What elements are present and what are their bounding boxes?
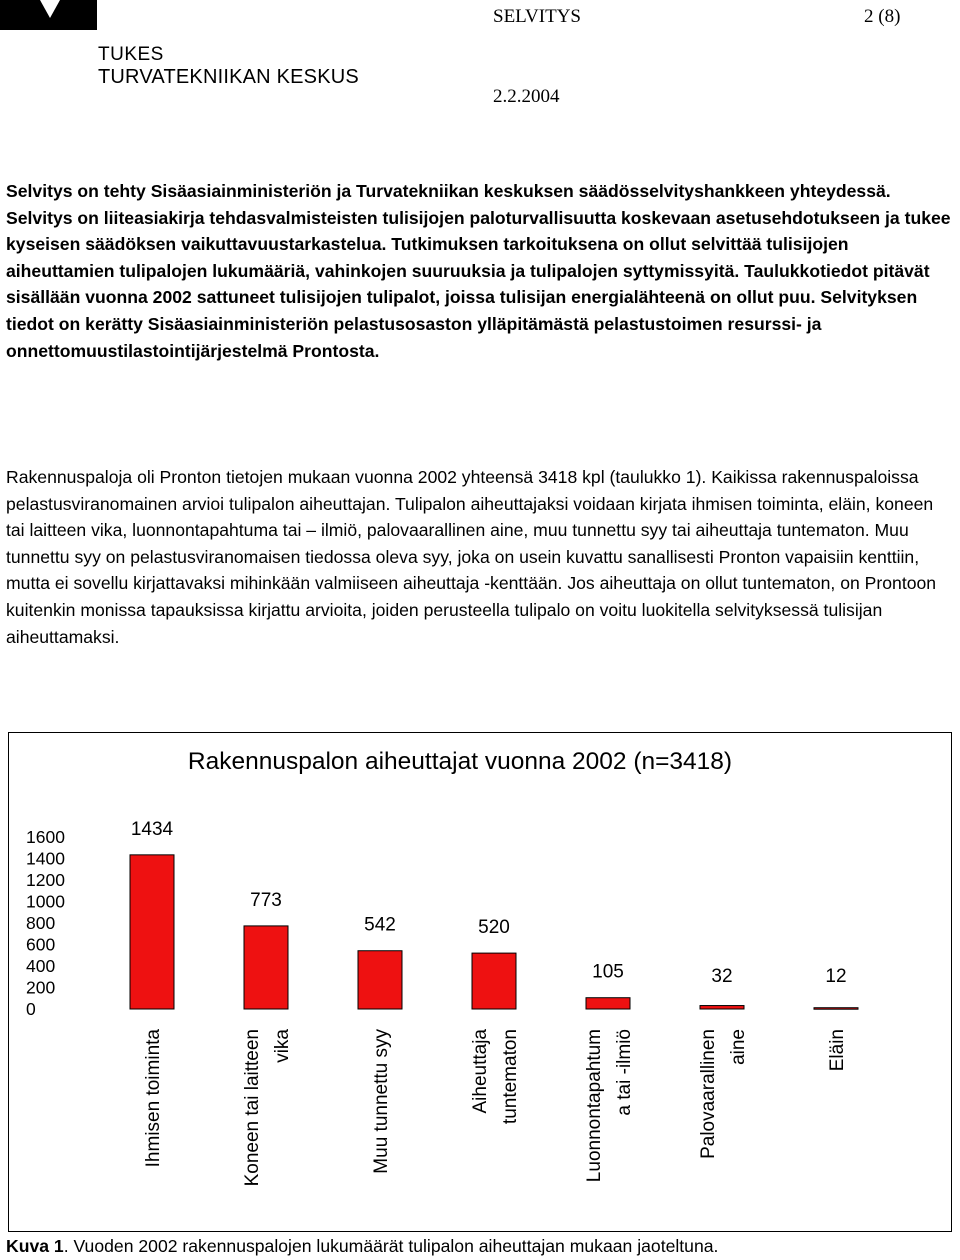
bar [814,1008,858,1010]
document-date: 2.2.2004 [493,86,560,107]
y-tick-label: 800 [26,913,56,933]
y-tick-label: 1600 [26,827,65,847]
chart-title: Rakennuspalon aiheuttajat vuonna 2002 (n=3418) [187,748,733,775]
figure-caption [6,1236,718,1257]
category-label: Koneen tai laitteen [242,1029,263,1187]
data-label: 520 [478,917,510,939]
category-label: Muu tunnettu syy [371,1029,392,1174]
y-tick-label: 400 [26,956,56,976]
category-label: vika [272,1029,293,1063]
category-label: a tai -ilmiö [614,1029,635,1116]
document-type: SELVITYS [493,6,581,27]
y-tick-label: 1000 [26,891,65,912]
caption-label: Kuva 1 [6,1236,64,1256]
category-label: Eläin [827,1029,848,1072]
data-label: 12 [825,966,847,987]
category-label: Ihmisen toiminta [143,1029,164,1168]
category-label: tuntematon [500,1029,521,1125]
y-tick-label: 0 [26,999,36,1019]
bar [586,998,630,1009]
logo-small-text: TUKES [98,44,164,65]
bar [130,855,174,1009]
bar [700,1006,744,1009]
bar [244,926,288,1009]
category-label: Luonnontapahtum [584,1029,605,1183]
data-label: 32 [711,966,733,987]
data-label: 773 [250,889,282,911]
category-label: Aiheuttaja [470,1029,491,1114]
y-tick-label: 600 [26,934,56,955]
body-paragraph: Rakennuspaloja oli Pronton tietojen mukaan vuonna 2002 yhteensä 3418 kpl (taulukko 1). Kaikissa rakennuspaloissa pelastusviranomainen arvioi tulipalon aiheuttajan. Tulipalon aiheuttajaksi voidaan kirjata ihmisen toiminta, eläin, koneen tai laitteen vika, luonnontapahtuma tai – ilmiö, palovaarallinen aine, muu tunnettu syy tai aiheuttaja tuntematon. Muu tunnettu syy on pelastusviranomaisen tiedossa oleva syy, joka on usein kuvattu sanallisesti Pronton vapaisiin kenttiin, mutta ei sovellu kirjattavaksi mihinkään valmiiseen aiheuttaja -kenttään. Jos aiheuttaja on ollut tuntematon, on Prontoon kuitenkin monissa tapauksissa kirjattu arvioita, joiden perusteella tulipalo on voitu luokitella selvityksessä tulisijan aiheuttamaksi. [6,467,937,647]
y-tick-label: 1200 [26,870,65,890]
data-label: 542 [364,914,396,936]
caption-text: . Vuoden 2002 rakennuspalojen lukumäärät tulipalon aiheuttajan mukaan jaoteltuna. [63,1236,719,1256]
logo-organization-name: TURVATEKNIIKAN KESKUS [98,66,359,88]
intro-paragraph: Selvitys on tehty Sisäasiainministeriön ja Turvatekniikan keskuksen säädösselvityshankkeen yhteydessä. Selvitys on liiteasiakirja tehdasvalmisteisten tulisijojen paloturvallisuutta koskevaan asetusehdotukseen ja tukee kyseisen säädöksen vaikuttavuustarkastelua. Tutkimuksen tarkoituksena on ollut selvittää tulisijojen aiheuttamien tulipalojen lukumääriä, vahinkojen suuruuksia ja tulipalojen syttymissyitä. Taulukkotiedot pitävät sisällään vuonna 2002 sattuneet tulisijojen tulipalot, joissa tulisijan energialähteenä on ollut puu. Selvityksen tiedot on kerätty Sisäasiainministeriön pelastusosaston ylläpitämästä pelastustoimen resurssi- ja onnettomuustilastointijärjestelmä Prontosta. [6,181,951,361]
bar [358,951,402,1009]
category-label: Palovaarallinen [698,1029,719,1159]
page-number: 2 (8) [864,6,901,27]
data-label: 105 [592,961,624,983]
y-tick-label: 1400 [26,848,65,869]
y-tick-label: 200 [26,977,56,998]
data-label: 1434 [130,818,174,840]
bar [472,953,516,1009]
category-label: aine [728,1029,749,1065]
